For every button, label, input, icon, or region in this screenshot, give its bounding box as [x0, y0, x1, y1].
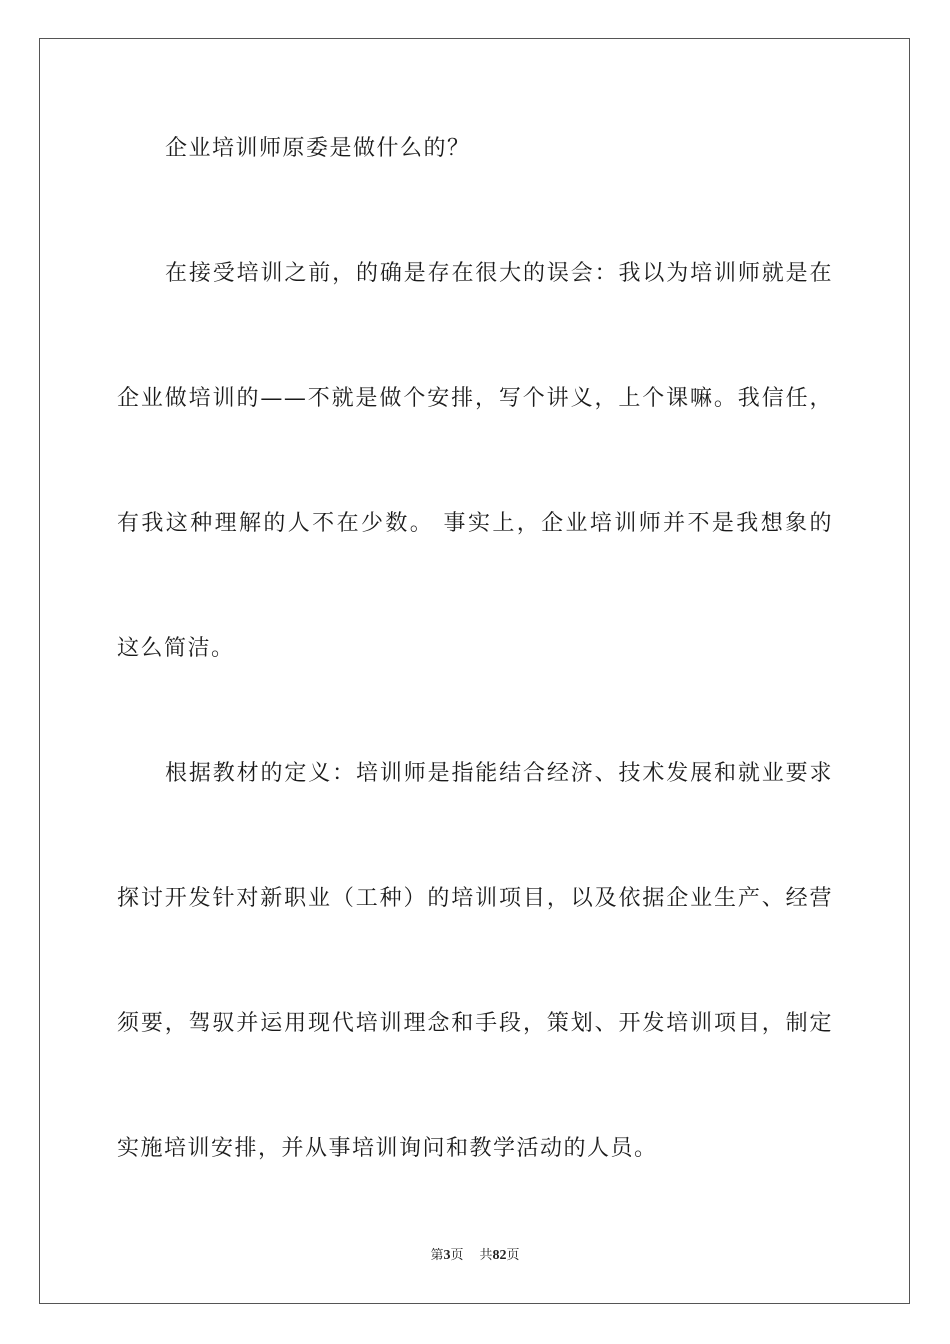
paragraph-1-line-3: 有我这种理解的人不在少数。 事实上，企业培训师并不是我想象的: [117, 511, 833, 536]
page-number: 3: [443, 1248, 451, 1263]
page-footer: [0, 1247, 950, 1265]
page-border: [39, 38, 910, 1304]
paragraph-2-line-2: 探讨开发针对新职业（工种）的培训项目，以及依据企业生产、经营: [117, 886, 833, 911]
paragraph-1-line-4: 这么简洁。: [117, 636, 235, 661]
total-suffix: 页: [506, 1248, 520, 1263]
paragraph-1-line-1: 在接受培训之前，的确是存在很大的误会：我以为培训师就是在: [165, 261, 833, 286]
total-prefix: 共: [479, 1248, 493, 1263]
page-suffix: 页: [450, 1248, 464, 1263]
page-prefix: 第: [430, 1248, 444, 1263]
total-pages: 82: [492, 1248, 507, 1263]
paragraph-2-line-4: 实施培训安排，并从事培训询问和教学活动的人员。: [117, 1136, 658, 1161]
question-heading: 企业培训师原委是做什么的？: [165, 136, 471, 161]
paragraph-1-line-2: 企业做培训的——不就是做个安排，写个讲义，上个课嘛。我信任，: [117, 386, 833, 411]
paragraph-2-line-1: 根据教材的定义：培训师是指能结合经济、技术发展和就业要求: [165, 761, 833, 786]
paragraph-2-line-3: 须要，驾驭并运用现代培训理念和手段，策划、开发培训项目，制定: [117, 1011, 833, 1036]
